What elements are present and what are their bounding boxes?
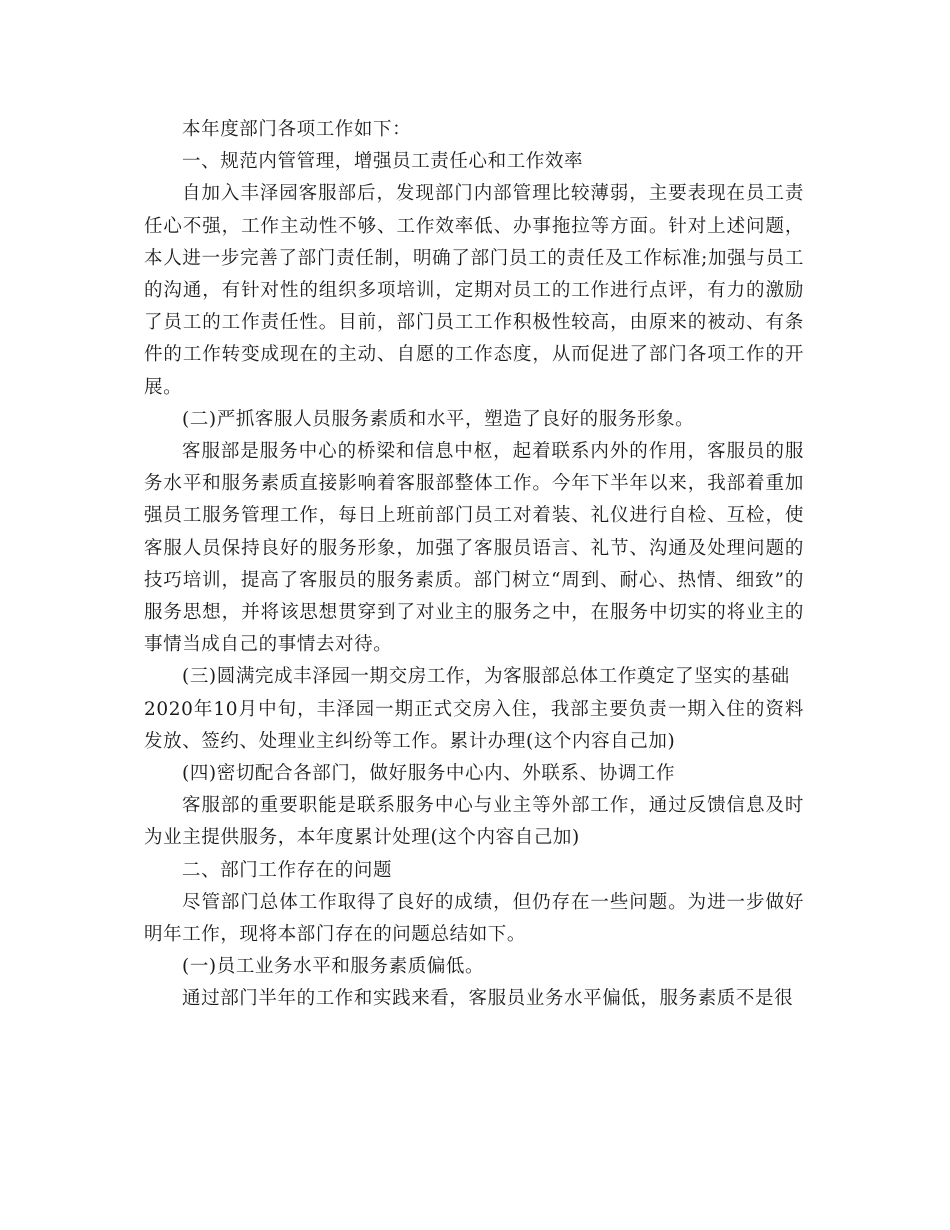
intro-paragraph: 本年度部门各项工作如下： <box>182 119 412 140</box>
document-body <box>144 114 804 1016</box>
body-paragraph: 尽管部门总体工作取得了良好的成绩，但仍存在一些问题。为进一步做好明年工作，现将本部门存在的问题总结如下。 <box>144 891 804 946</box>
subsection-heading-1: (一)员工业务水平和服务素质偏低。 <box>182 956 485 978</box>
section-heading-1: 一、规范内管管理，增强员工责任心和工作效率 <box>182 151 584 173</box>
subsection-heading-4: (四)密切配合各部门，做好服务中心内、外联系、协调工作 <box>182 763 676 785</box>
body-paragraph: 2020年10月中旬，丰泽园一期正式交房入住，我部主要负责一期入住的资料发放、签约、处理业主纠纷等工作。累计办理(这个内容自己加) <box>144 698 804 752</box>
body-paragraph: 自加入丰泽园客服部后，发现部门内部管理比较薄弱，主要表现在员工责任心不强，工作主动性不够、工作效率低、办事拖拉等方面。针对上述问题，本人进一步完善了部门责任制，明确了部门员工的责任及工作标准;加强与员工的沟通，有针对性的组织多项培训，定期对员工的工作进行点评，有力的激励了员工的工作责任性。目前，部门员工工作积极性较高，由原来的被动、有条件的工作转变成现在的主动、自愿的工作态度，从而促进了部门各项工作的开展。 <box>144 183 804 398</box>
body-paragraph: 通过部门半年的工作和实践来看，客服员业务水平偏低，服务素质不是很 <box>182 988 794 1010</box>
body-paragraph: 客服部的重要职能是联系服务中心与业主等外部工作，通过反馈信息及时为业主提供服务，本年度累计处理(这个内容自己加) <box>144 795 804 849</box>
body-paragraph: 客服部是服务中心的桥梁和信息中枢，起着联系内外的作用，客服员的服务水平和服务素质直接影响着客服部整体工作。今年下半年以来，我部着重加强员工服务管理工作，每日上班前部门员工对着装、礼仪进行自检、互检，使客服人员保持良好的服务形象，加强了客服员语言、礼节、沟通及处理问题的技巧培训，提高了客服员的服务素质。部门树立“周到、耐心、热情、细致”的服务思想，并将该思想贯穿到了对业主的服务之中，在服务中切实的将业主的事情当成自己的事情去对待。 <box>144 441 804 656</box>
subsection-heading-3: (三)圆满完成丰泽园一期交房工作，为客服部总体工作奠定了坚实的基础 <box>182 666 790 688</box>
subsection-heading-2: (二)严抓客服人员服务素质和水平，塑造了良好的服务形象。 <box>182 408 695 430</box>
section-heading-2: 二、部门工作存在的问题 <box>182 859 393 881</box>
